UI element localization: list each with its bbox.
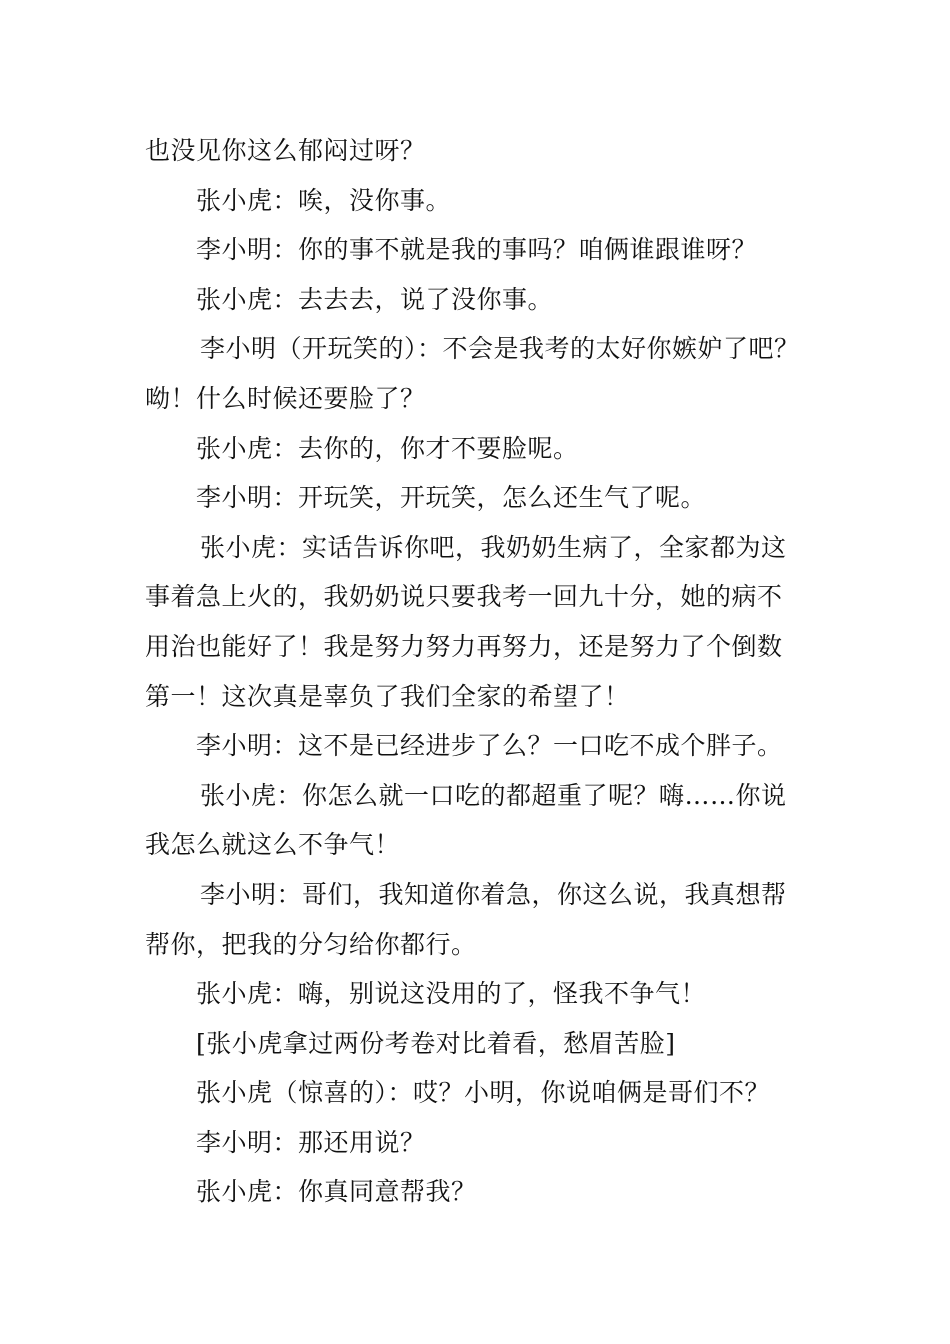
dialogue-line: 李小明：那还用说？ <box>196 1127 426 1157</box>
dialogue-line: 张小虎（惊喜的）：哎？小明，你说咱俩是哥们不？ <box>196 1078 771 1108</box>
text-line: 帮你，把我的分匀给你都行。 <box>145 929 477 959</box>
dialogue-line: 张小虎：嗨，别说这没用的了，怪我不争气！ <box>196 979 707 1009</box>
text-line: 事着急上火的，我奶奶说只要我考一回九十分，她的病不 <box>145 582 783 612</box>
dialogue-line: 张小虎：你真同意帮我？ <box>196 1177 477 1207</box>
dialogue-line: 张小虎：实话告诉你吧，我奶奶生病了，全家都为这 <box>200 532 787 562</box>
text-line: 我怎么就这么不争气！ <box>145 830 401 860</box>
dialogue-line: 李小明：开玩笑，开玩笑，怎么还生气了呢。 <box>196 483 707 513</box>
dialogue-line: 李小明：你的事不就是我的事吗？咱俩谁跟谁呀？ <box>196 235 758 265</box>
script-text <box>145 126 825 1217</box>
text-line: 也没见你这么郁闷过呀？ <box>145 136 426 165</box>
stage-direction: [张小虎拿过两份考卷对比着看，愁眉苦脸] <box>196 1028 676 1058</box>
text-line: 呦！什么时候还要脸了？ <box>145 383 426 413</box>
dialogue-line: 张小虎：去你的，你才不要脸呢。 <box>196 433 579 463</box>
text-line: 第一！这次真是辜负了我们全家的希望了！ <box>145 681 630 711</box>
dialogue-line: 李小明（开玩笑的）：不会是我考的太好你嫉妒了吧？ <box>200 334 800 364</box>
dialogue-line: 张小虎：去去去，说了没你事。 <box>196 284 554 314</box>
text-line: 用治也能好了！我是努力努力再努力，还是努力了个倒数 <box>145 631 783 661</box>
dialogue-line: 张小虎：你怎么就一口吃的都超重了呢？嗨……你说 <box>200 780 787 810</box>
dialogue-line: 张小虎：唉，没你事。 <box>196 185 452 215</box>
dialogue-line: 李小明：这不是已经进步了么？一口吃不成个胖子。 <box>196 731 783 761</box>
dialogue-line: 李小明：哥们，我知道你着急，你这么说，我真想帮 <box>200 879 787 909</box>
